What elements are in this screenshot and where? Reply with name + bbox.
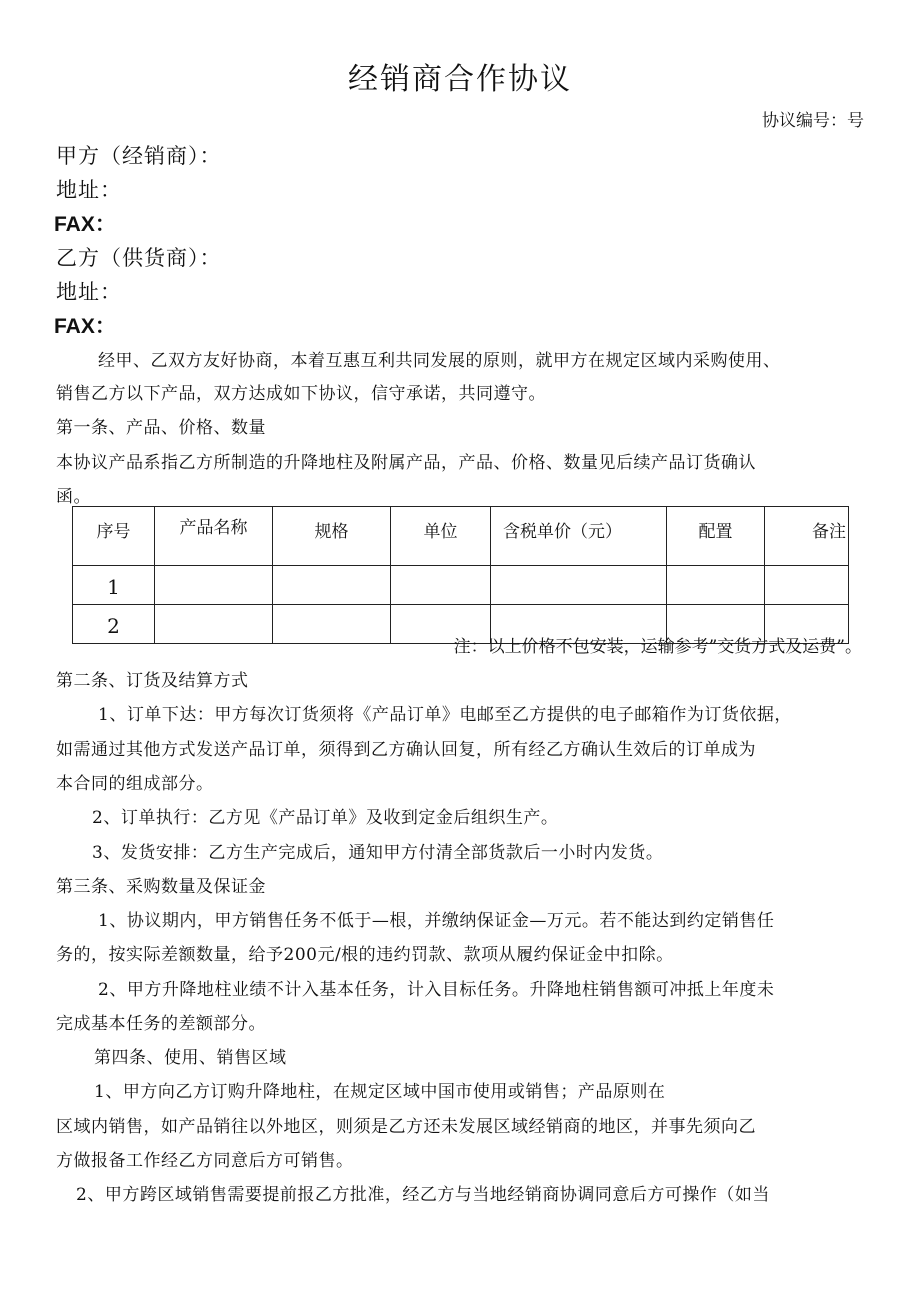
table-cell: [155, 605, 273, 644]
article-4-line: 方做报备工作经乙方同意后方可销售。: [56, 1151, 354, 1171]
article-2-line: 3、发货安排：乙方生产完成后，通知甲方付清全部货款后一小时内发货。: [92, 843, 664, 863]
party-b-label: 乙方（供货商）：: [56, 246, 222, 270]
article-4-line: 2、甲方跨区域销售需要提前报乙方批准，经乙方与当地经销商协调同意后方可操作（如当: [76, 1185, 770, 1205]
article-2-line: 本合同的组成部分。: [56, 774, 214, 794]
table-cell: 1: [73, 566, 155, 605]
table-note: 注：以上价格不包安装，运输参考”交货方式及运费”。: [453, 637, 862, 657]
article-2-line: 如需通过其他方式发送产品订单，须得到乙方确认回复，所有经乙方确认生效后的订单成为: [56, 740, 756, 760]
article-2-title: 第二条、订货及结算方式: [56, 671, 249, 691]
party-a-address: 地址：: [56, 178, 122, 202]
table-row: [73, 566, 849, 605]
article-4-line: 区域内销售，如产品销往以外地区，则须是乙方还未发展区域经销商的地区，并事先须向乙: [56, 1117, 756, 1137]
table-header-cell: 单位: [391, 507, 491, 566]
article-1-line: 函。: [56, 487, 91, 507]
table-cell: [391, 566, 491, 605]
article-1-title: 第一条、产品、价格、数量: [56, 418, 266, 438]
table-cell: [273, 605, 391, 644]
article-4-title: 第四条、使用、销售区域: [94, 1048, 287, 1068]
table-cell: [491, 566, 667, 605]
table-cell: [765, 566, 849, 605]
party-a-label: 甲方（经销商）：: [56, 144, 222, 168]
article-3-line: 1、协议期内，甲方销售任务不低于—根，并缴纳保证金—万元。若不能达到约定销售任: [98, 911, 775, 931]
article-2-line: 2、订单执行：乙方见《产品订单》及收到定金后组织生产。: [92, 808, 559, 828]
table-header-cell: 配置: [667, 507, 765, 566]
party-b-fax: FAX：: [54, 315, 116, 338]
article-1-line: 本协议产品系指乙方所制造的升降地柱及附属产品，产品、价格、数量见后续产品订货确认: [56, 453, 756, 473]
table-cell: [273, 566, 391, 605]
table-cell: [667, 566, 765, 605]
table-header-cell: 备注: [765, 507, 849, 566]
article-3-line: 完成基本任务的差额部分。: [56, 1014, 266, 1034]
table-header-cell: 产品名称: [155, 507, 273, 566]
article-4-line: 1、甲方向乙方订购升降地柱，在规定区域中国市使用或销售；产品原则在: [94, 1082, 666, 1102]
document-title: 经销商合作协议: [348, 62, 572, 97]
party-b-address: 地址：: [56, 280, 122, 304]
article-3-line: 2、甲方升降地柱业绩不计入基本任务，计入目标任务。升降地柱销售额可冲抵上年度未: [98, 980, 775, 1000]
table-header-cell: 序号: [73, 507, 155, 566]
agreement-number: 协议编号：号: [762, 111, 864, 131]
article-3-title: 第三条、采购数量及保证金: [56, 877, 266, 897]
table-header-cell: 含税单价（元）: [491, 507, 667, 566]
table-cell: [155, 566, 273, 605]
article-3-line: 务的，按实际差额数量，给予200元/根的违约罚款、款项从履约保证金中扣除。: [56, 945, 674, 965]
party-a-fax: FAX：: [54, 213, 116, 236]
article-2-line: 1、订单下达：甲方每次订货须将《产品订单》电邮至乙方提供的电子邮箱作为订货依据，: [98, 705, 792, 725]
table-header-cell: 规格: [273, 507, 391, 566]
table-header-row: [73, 507, 849, 566]
table-cell: 2: [73, 605, 155, 644]
intro-line: 销售乙方以下产品，双方达成如下协议，信守承诺，共同遵守。: [56, 384, 546, 404]
product-table: [72, 506, 849, 644]
intro-line: 经甲、乙双方友好协商，本着互惠互利共同发展的原则，就甲方在规定区域内采购使用、: [98, 351, 781, 371]
